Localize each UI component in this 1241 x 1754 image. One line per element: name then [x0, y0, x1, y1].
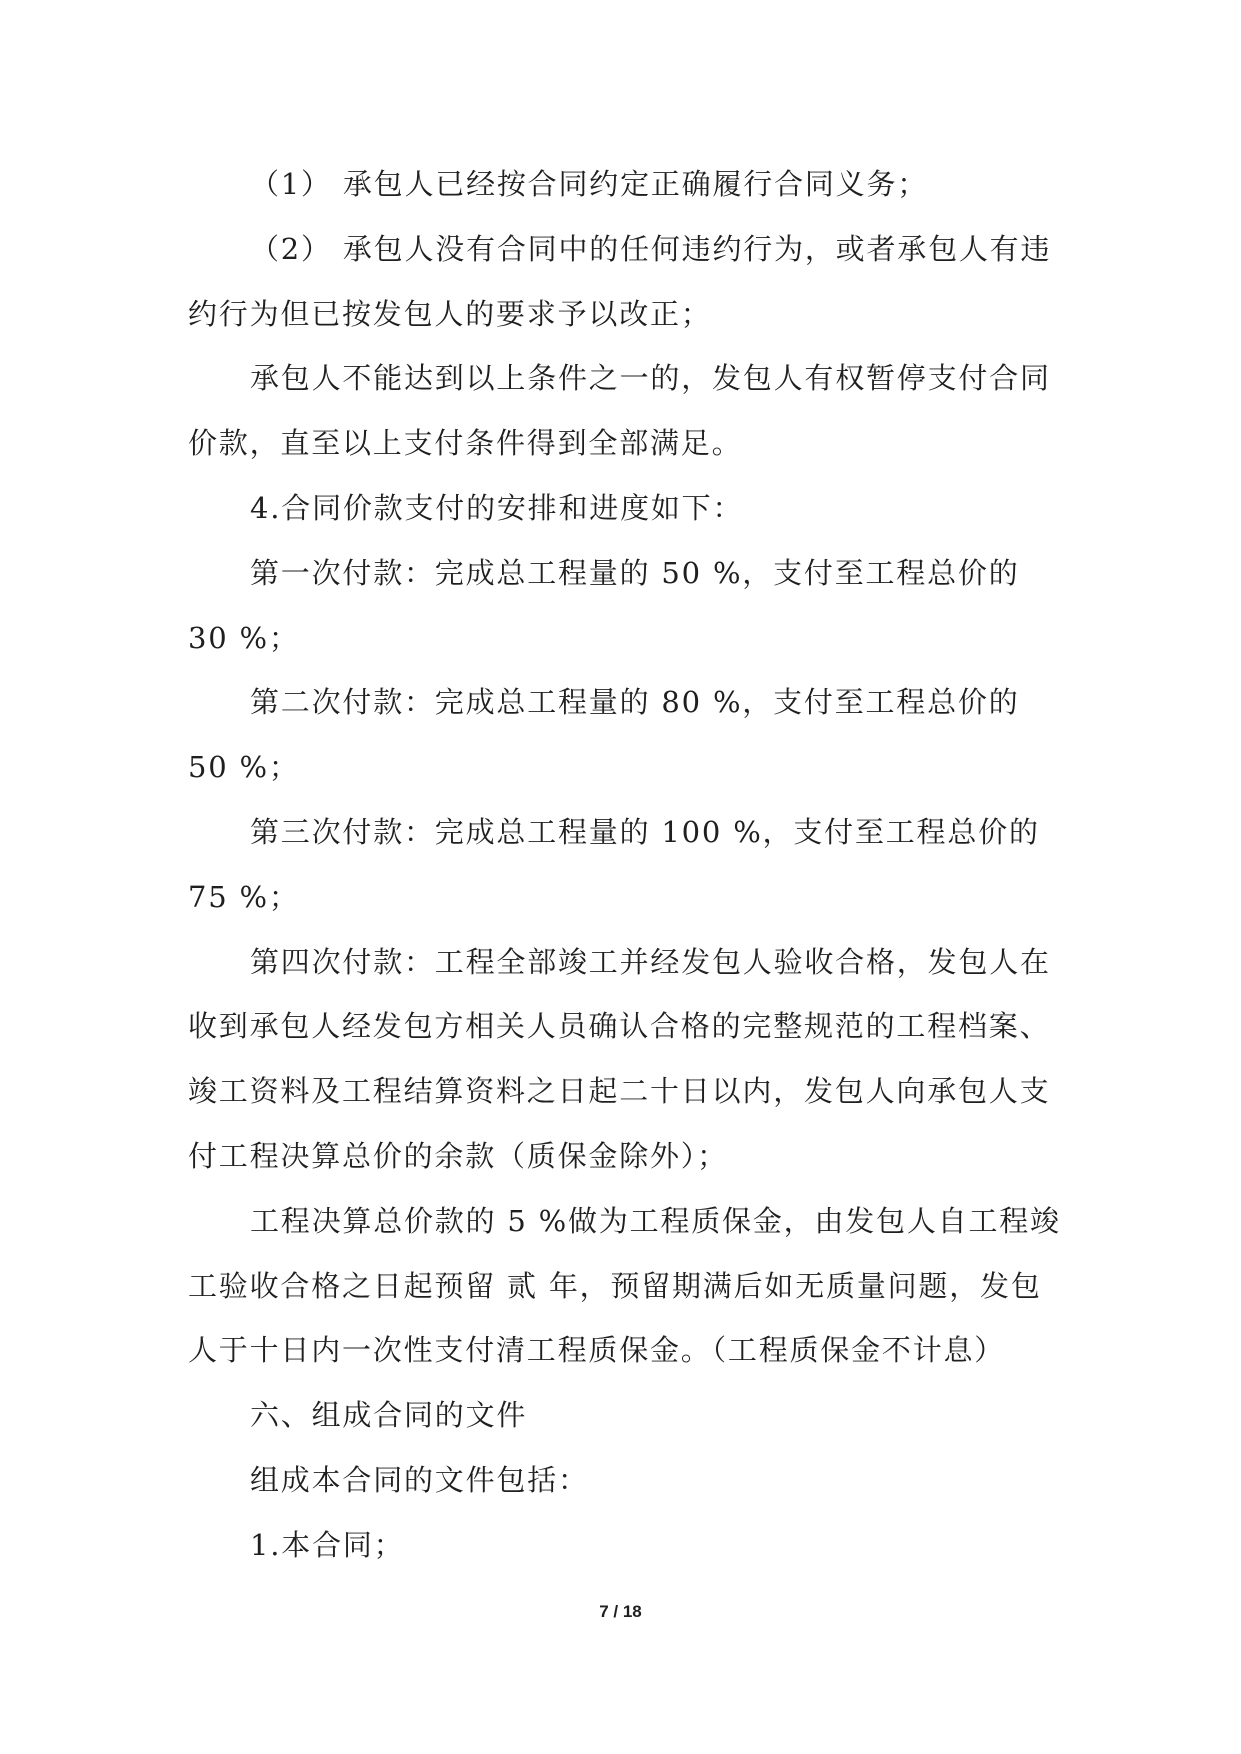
- document-body: [188, 152, 1188, 1578]
- third-payment: 第三次付款：完成总工程量的 100 %，支付至工程总价的: [250, 814, 1040, 849]
- condition-item-1: （1） 承包人已经按合同约定正确履行合同义务；: [250, 167, 929, 201]
- second-payment: 第二次付款：完成总工程量的 80 %，支付至工程总价的: [250, 685, 1020, 720]
- first-payment-continued: 30 %；: [188, 620, 300, 655]
- fourth-payment-continued-1: 收到承包人经发包方相关人员确认合格的完整规范的工程档案、: [188, 1009, 1051, 1044]
- fourth-payment-continued-3: 付工程决算总价的余款（质保金除外）；: [188, 1138, 728, 1173]
- condition-item-2-continued: 约行为但已按发包人的要求予以改正；: [188, 296, 712, 331]
- retention-clause-continued-2: 人于十日内一次性支付清工程质保金。（工程质保金不计息）: [188, 1333, 1006, 1368]
- third-payment-continued: 75 %；: [188, 879, 300, 914]
- condition-item-2: （2） 承包人没有合同中的任何违约行为，或者承包人有违: [250, 231, 1052, 266]
- second-payment-continued: 50 %；: [188, 750, 300, 785]
- fourth-payment: 第四次付款：工程全部竣工并经发包人验收合格，发包人在: [250, 944, 1051, 979]
- payment-suspension-clause-continued: 价款，直至以上支付条件得到全部满足。: [188, 426, 743, 461]
- page-number: 7 / 18: [599, 1602, 642, 1621]
- payment-suspension-clause: 承包人不能达到以上条件之一的，发包人有权暂停支付合同: [250, 361, 1051, 396]
- first-payment: 第一次付款：完成总工程量的 50 %，支付至工程总价的: [250, 555, 1020, 590]
- payment-schedule-heading: 4.合同价款支付的安排和进度如下：: [250, 490, 744, 525]
- contract-document-item-1: 1.本合同；: [250, 1527, 405, 1562]
- fourth-payment-continued-2: 竣工资料及工程结算资料之日起二十日以内，发包人向承包人支: [188, 1074, 1051, 1109]
- retention-clause-continued-1: 工验收合格之日起预留 贰 年，预留期满后如无质量问题，发包: [188, 1268, 1042, 1303]
- contract-documents-intro: 组成本合同的文件包括：: [250, 1462, 589, 1497]
- retention-clause: 工程决算总价款的 5 %做为工程质保金，由发包人自工程竣: [250, 1203, 1061, 1238]
- section-heading-contract-documents: 六、组成合同的文件: [250, 1398, 528, 1433]
